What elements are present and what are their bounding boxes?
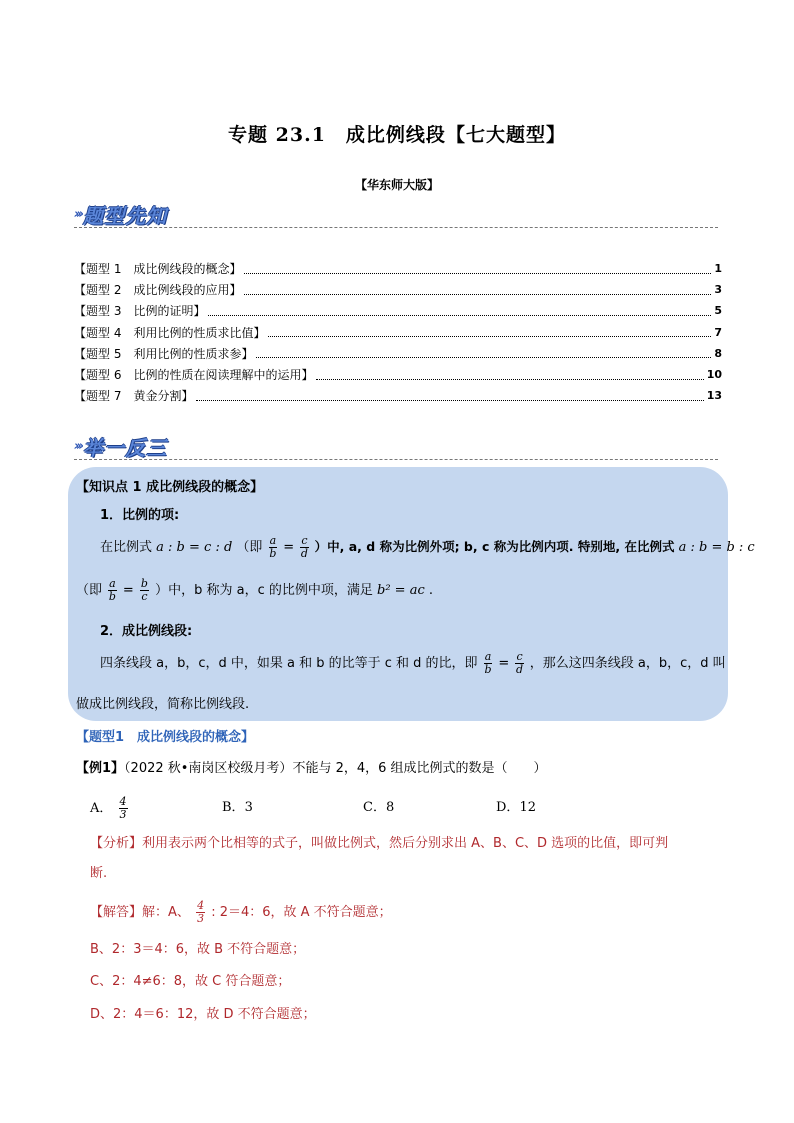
toc-item[interactable]: 【题型 2 成比例线段的应用】 3	[74, 283, 722, 298]
banner-examples	[74, 432, 167, 461]
section-proportional-segments: 2．成比例线段:	[100, 624, 193, 639]
example-question: 【例1】（2022 秋•南岗区校级月考）不能与 2，4，6 组成比例式的数是（ ）	[76, 761, 547, 776]
analysis-paragraph: 【分析】利用表示两个比相等的式子，叫做比例式，然后分别求出 A、B、C、D 选项的比值，即可判	[90, 836, 669, 851]
banner-text: 举一反三	[83, 436, 168, 460]
toc-item[interactable]: 【题型 6 比例的性质在阅读理解中的运用】 10	[74, 368, 722, 383]
knowledge-paragraph: 四条线段 a，b，c，d 中，如果 a 和 b 的比等于 c 和 d 的比，即 $\frac{a}{b}$ = $\frac{c}{d}$ ，那么这四条线段 a，b，c，d 叫	[100, 650, 726, 676]
fraction: $\frac{c}{d}$	[516, 650, 524, 676]
fraction: $\frac{c}{d}$	[300, 534, 308, 560]
triple-arrow-icon: ›››	[74, 439, 82, 454]
section-heading: 【题型1 成比例线段的概念】	[76, 730, 255, 745]
toc-item[interactable]: 【题型 4 利用比例的性质求比值】 7	[74, 325, 722, 340]
knowledge-paragraph: （即 $\frac{a}{b}$ = $\frac{b}{c}$ ）中，b 称为 a，c 的比例中项，满足 b² = ac .	[76, 577, 434, 603]
option-a[interactable]: A． $\frac{4}{3}$	[90, 795, 127, 821]
fraction: $\frac{a}{b}$	[108, 577, 116, 603]
option-b[interactable]: B．3	[222, 800, 253, 815]
option-c[interactable]: C．8	[363, 800, 395, 815]
knowledge-paragraph: 做成比例线段，简称比例线段.	[76, 697, 250, 712]
table-of-contents	[74, 258, 722, 406]
section-proportion-terms: 1．比例的项:	[100, 508, 180, 523]
toc-item[interactable]: 【题型 7 黄金分割】 13	[74, 389, 722, 404]
edition-label: 【华东师大版】	[354, 178, 439, 192]
fraction: $\frac{a}{b}$	[269, 534, 277, 560]
banner-text: 题型先知	[83, 204, 168, 228]
page-title: 专题 23.1 成比例线段【七大题型】	[228, 124, 566, 146]
knowledge-paragraph: 在比例式 a : b = c : d （即 $\frac{a}{b}$ = $\frac{c}{d}$ ）中, a, d 称为比例外项; b, c 称为比例内项. 特别地, 在比例式 a : b = b : c	[100, 534, 755, 560]
fraction: $\frac{4}{3}$	[119, 795, 127, 821]
toc-item[interactable]: 【题型 5 利用比例的性质求参】 8	[74, 346, 722, 361]
triple-arrow-icon: ›››	[74, 207, 82, 222]
knowledge-heading: 【知识点 1 成比例线段的概念】	[76, 480, 264, 495]
toc-item[interactable]: 【题型 1 成比例线段的概念】 1	[74, 262, 722, 277]
fraction: $\frac{4}{3}$	[197, 899, 205, 925]
answer-line: C、2：4≠6：8，故 C 符合题意；	[90, 974, 291, 989]
banner-question-types	[74, 200, 167, 229]
dashed-divider	[74, 459, 718, 460]
dashed-divider	[74, 227, 718, 228]
answer-line: D、2：4＝6：12，故 D 不符合题意；	[90, 1007, 316, 1022]
toc-item[interactable]: 【题型 3 比例的证明】 5	[74, 304, 722, 319]
fraction: $\frac{b}{c}$	[140, 577, 148, 603]
answer-line: 【解答】解：A、 $\frac{4}{3}$ : 2＝4：6，故 A 不符合题意；	[90, 899, 392, 925]
analysis-paragraph: 断.	[90, 866, 108, 881]
fraction: $\frac{a}{b}$	[484, 650, 492, 676]
option-d[interactable]: D．12	[496, 800, 536, 815]
answer-line: B、2：3＝4：6，故 B 不符合题意；	[90, 942, 306, 957]
